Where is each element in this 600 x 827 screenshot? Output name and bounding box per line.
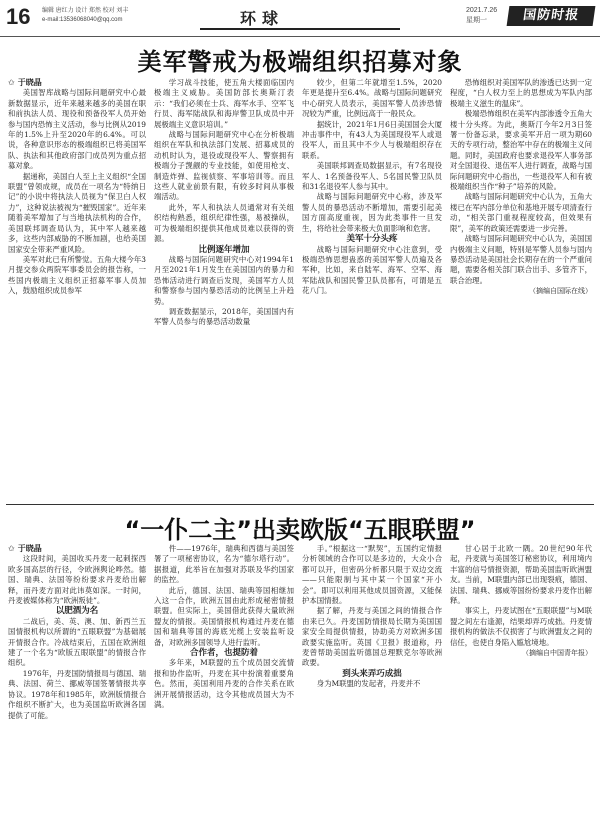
article2-column-2: [154, 544, 294, 822]
paragraph: 战略与国际问题研究中心注意到，受极端恐怖思想蛊惑的美国军警人员遍及各军种，比如，来自陆军、海军、空军、海军陆战队和国民警卫队员都有，可谓是五花八门。: [302, 244, 442, 296]
section-bar: [200, 28, 400, 30]
article1-headline: 美军警戒为极端组织招募对象: [137, 48, 463, 76]
paragraph: 较少，但第二年就增至1.5%，2020年更是提升至6.4%。战略与国际问题研究中心研究人员表示，美国军警人员涉恐情况较为严重，比例远高于一般民众。: [302, 78, 442, 119]
subheading: 到头来弄巧成拙: [342, 668, 402, 679]
subheading: 比例逐年增加: [198, 244, 250, 255]
paragraph: 这段时间，美国收买丹麦一起刺探西欧多国高层的行径，令欧洲舆论哗然。德国、瑞典、法国等纷纷要求丹麦给出解释，而丹麦方面对此讳莫如深。一时间，丹麦被媒体称为“欧洲叛徒”。: [8, 554, 146, 606]
subheading: 合作者，也提防着: [189, 648, 258, 659]
paragraph: 件——1976年，瑞典和西德与美国签署了一项秘密协议，名为“德尔塔行动”。据报道，此举旨在加强对苏联及华约国家的监控。: [154, 544, 294, 585]
paragraph: 极端恐怖组织在美军内部渗透令五角大楼十分头疼。为此，奥斯汀今年2月3日签署一份备忘录，要求美军开启一项为期60天的专项行动，整治军中存在的极端主义问题。同时，美国政府也要求退役军人事务部对全国退役、退伍军人进行调查，战略与国际问题研究中心指出，一些退役军人和有被极端组织当作“种子”培养的风险。: [450, 109, 592, 192]
paragraph: 此外，军人和执法人员通常对有关组织结构熟悉，组织纪律性强，易被操纵，可为极端组织提供其他成员难以获得的资源。: [154, 202, 294, 244]
newspaper-logo: 国防时报: [507, 6, 596, 26]
paragraph: 身为M联盟的发起者，丹麦并不: [316, 679, 421, 689]
subheading: 以肥酒为名: [55, 606, 99, 617]
paragraph: 据了解，丹麦与美国之间的情报合作由来已久。丹麦国防情报局长期为美国国家安全局提供情报，协助美方对欧洲多国政要实施监听。英国《卫报》报道称，丹麦曾帮助美国监听德国总理默克尔等欧洲政要。: [302, 606, 442, 668]
editor-credits: [42, 7, 128, 25]
paragraph: 战略与国际问题研究中心认为，五角大楼已在军内部分单位和基地开展专项清查行动，“相关部门重视程度较高，但效果有限”，美军的政策还需要进一步完善。: [450, 192, 592, 233]
page-number: 16: [6, 4, 31, 29]
paragraph: 战略与国际问题研究中心称，涉及军警人员的暴恐活动不断增加，需要引起美国方面高度重视，因为此类事件一旦发生，将给社会带来极大负面影响和危害。: [302, 192, 442, 233]
section-title: 环球: [240, 9, 285, 28]
paragraph: 战略与国际问题研究中心对1994年1月至2021年1月发生在美国国内的暴力和恐怖活动进行调查后发现，美国军方人员和警察参与国内暴恐活动的比例呈上升趋势。: [154, 254, 294, 306]
paragraph: 事实上，丹麦试图在“五眼联盟”与M联盟之间左右逢源，结果却弄巧成拙。丹麦情报机构的做法不仅损害了与欧洲盟友之间的信任，也使自身陷入尴尬境地。: [450, 606, 592, 647]
paragraph: 调查数据显示，2018年，美国国内有军警人员参与的暴恐活动数量: [154, 306, 294, 327]
article2-headline: “一仆二主”出卖欧版“五眼联盟”: [124, 516, 476, 544]
paragraph: 据递称，美国白人至上主义组织“全国联盟”曾领成规，成员在一项名为“特纳日记”的小说中将执法人员视为“保卫白人权力”，这种说法被视为“摧毁国家”。近年来随着美军增加了与当地执法机构的合作，美国联邦调查局认为，其中军人越来越多，这些内部威胁的不断加剧，也给美国国家安全带来严重风险。: [8, 171, 146, 254]
article2-column-4: [450, 544, 592, 822]
source-credit: （摘编自中国青年报）: [522, 649, 592, 658]
article1-column-2: [154, 78, 294, 504]
weekday: 星期一: [466, 17, 487, 24]
article1-column-3: [302, 78, 442, 504]
article1-column-1: [8, 78, 146, 504]
email-line: e-mail:13536068040@qq.com: [42, 17, 123, 23]
article1-column-4: [450, 78, 592, 504]
article1-byline: ✩ 于晓晶: [8, 78, 42, 87]
divider-rule: [6, 504, 594, 505]
paragraph: 1976年，丹麦国防情报局与德国、瑞典、法国、荷兰、挪威等国签署情报共享协议。1978年和1985年，欧洲版情报合作组织不断扩大，也为美国监听欧洲各国提供了可能。: [8, 668, 146, 720]
paragraph: 此后，德国、法国、瑞典等国相继加入这一合作，欧洲五国由此形成秘密情报联盟。但实际上，美国借此获得大量欧洲盟友的情报。美国情报机构通过丹麦在德国和瑞典等国的海底光缆上安装监听设备，对欧洲多国领导人进行监听。: [154, 585, 294, 647]
article2-column-3: [302, 544, 442, 822]
paragraph: 手。”根据这一“默契”，五国约定情报分析领域的合作可以是多边的，大众小合都可以开，但密码分析都只限于双边交流——只能限制与其中某一个国家“开小会”。即可以利用其他成员国资源，又能保护本国情报。: [302, 544, 442, 606]
star-icon: ✩: [8, 78, 15, 87]
date-block: [466, 6, 497, 26]
paragraph: 恐怖组织对美国军队的渗透已达到一定程度，“白人权力至上的思想成为军队内部极端主义滋生的温床”。: [450, 78, 592, 108]
paragraph: 美国联邦调查局数据显示，有7名现役军人、1名预备役军人、5名国民警卫队员和31名退役军人参与其中。: [302, 161, 442, 192]
masthead: [0, 0, 600, 37]
date: 2021.7.26: [466, 7, 498, 14]
paragraph: 美军对此已有所警觉。五角大楼今年3月提交参众两院军事委员会的报告称，一些国内极端主义组织正招募军事人员加入，鼓励组织成员参军: [8, 254, 146, 296]
paragraph: 学习战斗技能，使五角大楼面临国内极端主义威胁。美国防部长奥斯汀表示：“我们必须在士兵、海军水手、空军飞行员、海军陆战队和海岸警卫队成员中开展极端主义意识培训。”: [154, 78, 294, 129]
editor-line: 编辑 唐红力 设计 郑然 校对 刘丰: [42, 8, 129, 14]
paragraph: 甘心居于北欧一隅。20世纪90年代起，丹麦就与美国签订秘密协议，利用境内丰富的信号情报资源，帮助美国监听欧洲盟友。当前，M联盟内部已出现裂痕，德国、法国、瑞典、挪威等国纷纷要求丹麦作出解释。: [450, 544, 592, 606]
source-credit: （摘编自国际在线）: [529, 287, 592, 296]
subheading: 美军十分头疼: [346, 234, 398, 245]
article2-column-1: [8, 544, 146, 822]
article2-byline: ✩ 于晓晶: [8, 544, 42, 553]
paragraph: 战略与国际问题研究中心认为，美国国内极端主义问题，特别是军警人员参与国内暴恐活动是美国社会长期存在的一个严重问题，需要各相关部门联合出手、多管齐下，联合治理。: [450, 234, 592, 285]
paragraph: 据统计，2021年1月6日美国国会大厦冲击事件中，有43人为美国现役军人或退役军人，而且其中不少人与极端组织存在联系。: [302, 119, 442, 160]
paragraph: 多年来，M联盟的五个成员国交流情报和协作监听，丹麦在其中扮演着重要角色。然而，美国利用丹麦的合作关系在欧洲开展情报活动，这令其他成员国大为不满。: [154, 658, 294, 710]
paragraph: 美国智库战略与国际问题研究中心最新数据显示，近年来越来越多的美国在职和前执法人员、现役和预备役军人员开始参与国内恐怖主义活动，参与比例从2019年的1.5%上升至2020年的6.4%。可以说，各种意识形态的极端组织已将美国军队、执法和其他政府部门成员列为重点招募对象。: [8, 88, 146, 171]
star-icon: ✩: [8, 544, 15, 553]
paragraph: 战略与国际问题研究中心在分析极端组织在军队和执法部门发展、招募成员的动机时认为，退役或现役军人、警察拥有极端分子觊觎的专业技能，如使用枪支、制造炸弹、监视侦察、军事培训等。而且这些人就业前景有限，有较多时间从事极端活动。: [154, 130, 294, 202]
paragraph: 二战后，美、英、澳、加、新西兰五国情报机构以所谓的“五眼联盟”为基础展开情报合作。冷战结束后，五国在欧洲组建了一个名为“欧版五眼联盟”的情报合作组织。: [8, 616, 146, 668]
